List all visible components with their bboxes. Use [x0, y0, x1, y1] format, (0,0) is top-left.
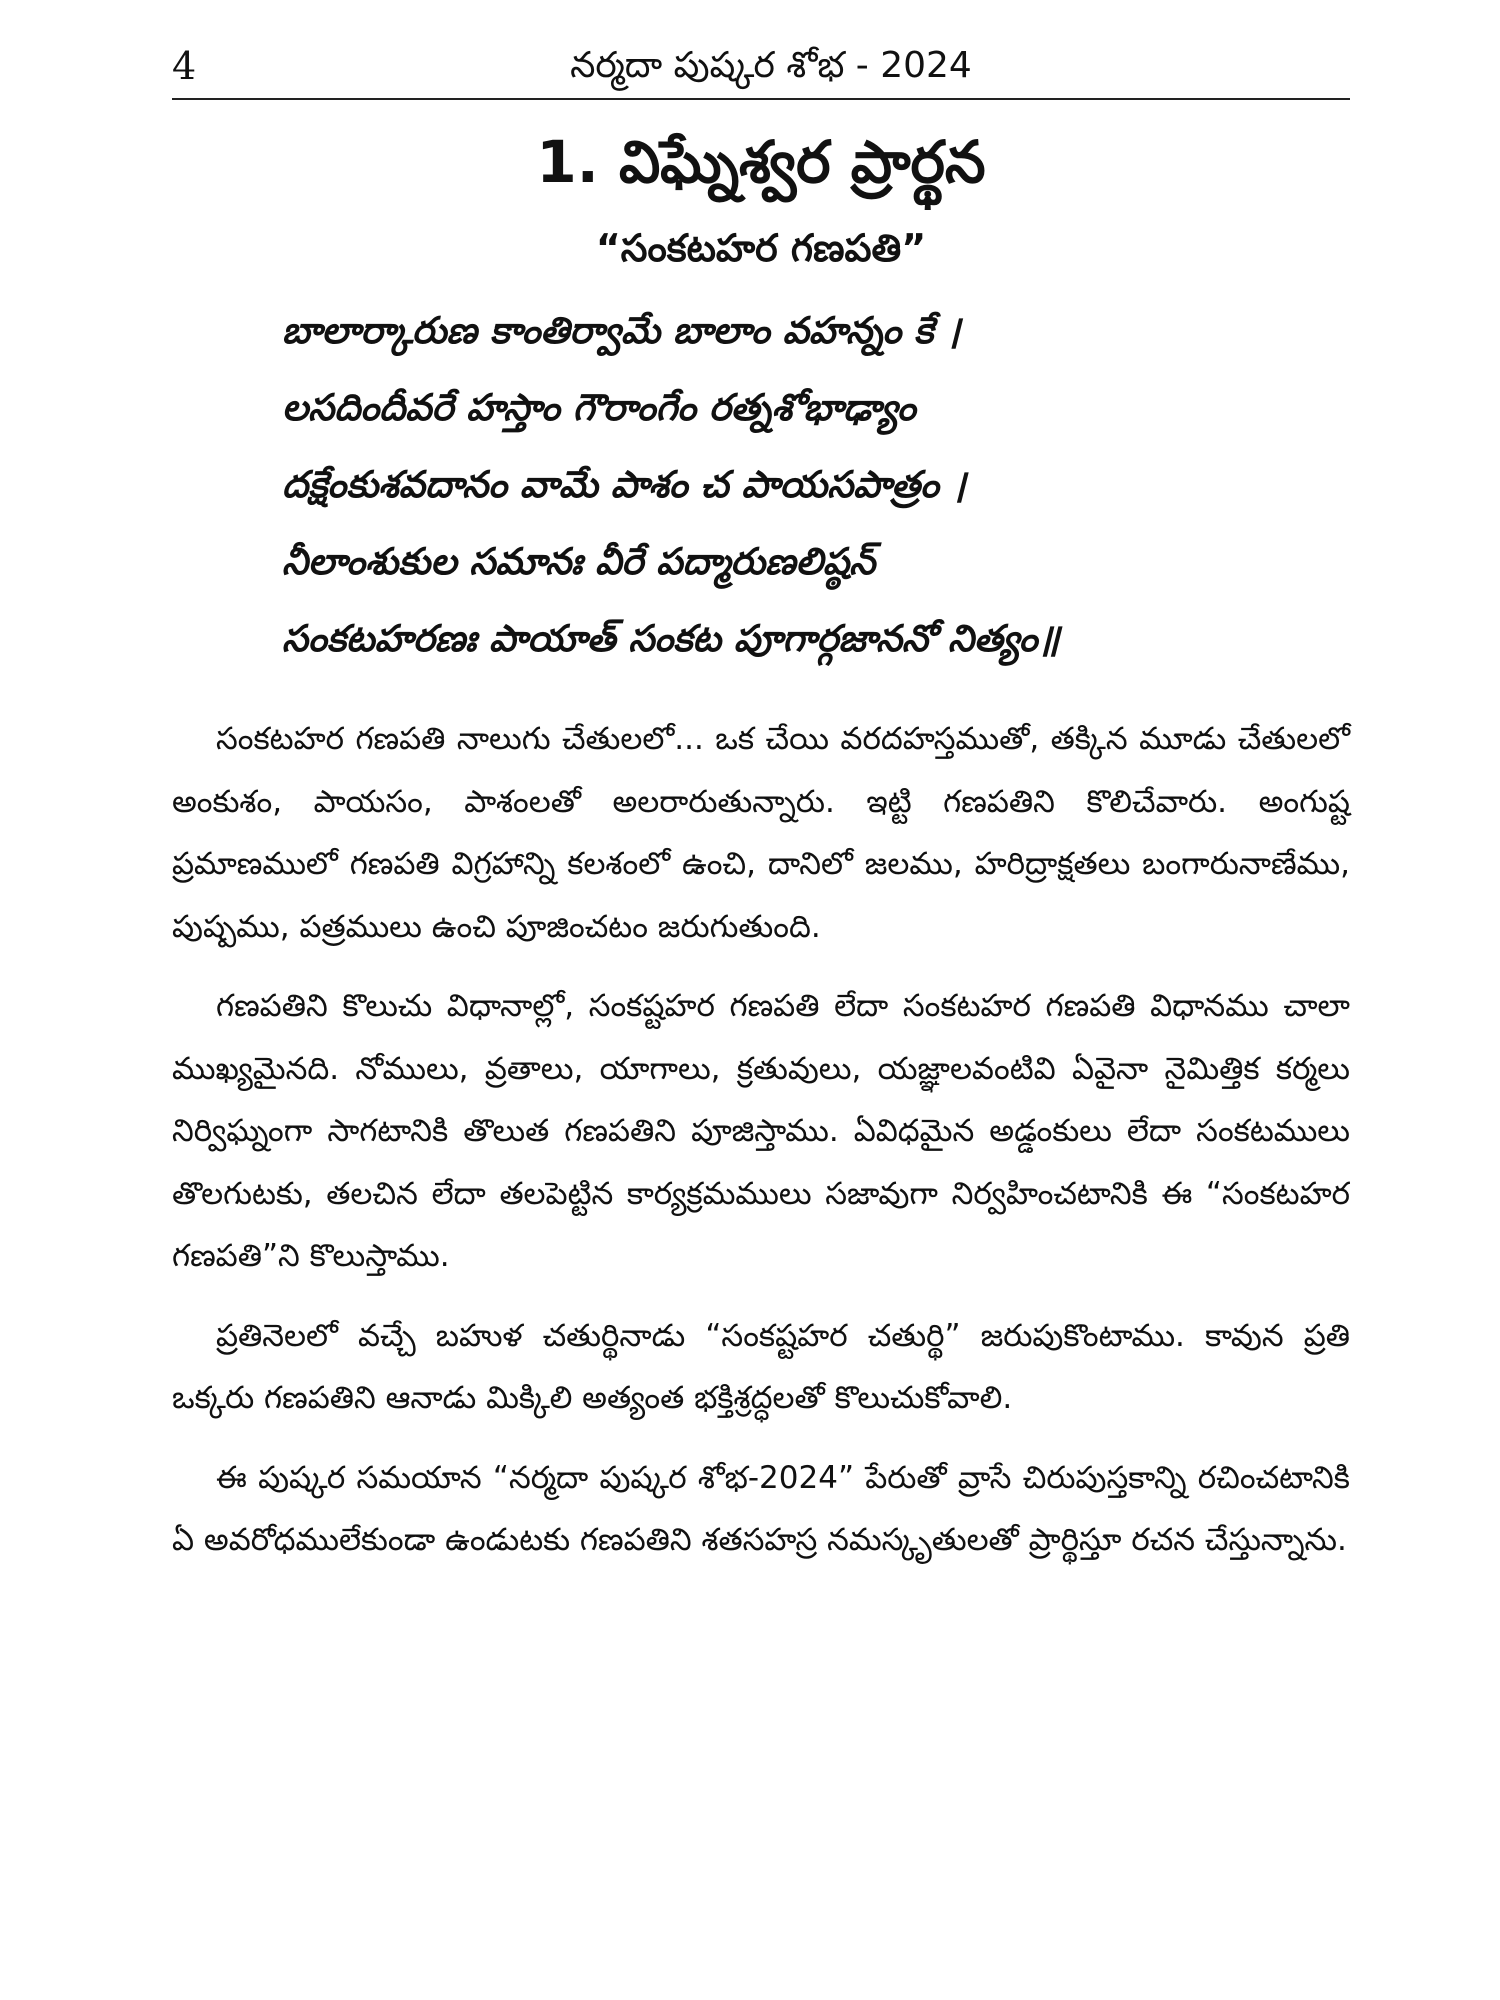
running-title: నర్మదా పుష్కర శోభ - 2024: [570, 45, 972, 86]
body-text: [172, 708, 1350, 1589]
paragraph: సంకటహర గణపతి నాలుగు చేతులలో... ఒక చేయి వరదహస్తముతో, తక్కిన మూడు చేతులలో అంకుశం, పాయసం, పాశంలతో అలరారుతున్నారు. ఇట్టి గణపతిని కొలిచేవారు. అంగుష్ట ప్రమాణములో గణపతి విగ్రహాన్ని కలశంలో ఉంచి, దానిలో జలము, హరిద్రాక్షతలు బంగారునాణేము, పుష్పము, పత్రములు ఉంచి పూజించటం జరుగుతుంది.: [172, 721, 1350, 945]
paragraph: గణపతిని కొలుచు విధానాల్లో, సంకష్టహర గణపతి లేదా సంకటహర గణపతి విధానము చాలా ముఖ్యమైనది. నోములు, వ్రతాలు, యాగాలు, క్రతువులు, యజ్ఞాలవంటివి ఏవైనా నైమిత్తిక కర్మలు నిర్విఘ్నంగా సాగటానికి తొలుత గణపతిని పూజిస్తాము. ఏవిధమైన అడ్డంకులు లేదా సంకటములు తొలగుటకు, తలచిన లేదా తలపెట్టిన కార్యక్రమములు సజావుగా నిర్వహించటానికి ఈ “సంకటహర గణపతి”ని కొలుస్తాము.: [172, 988, 1350, 1274]
paragraph: ఈ పుష్కర సమయాన “నర్మదా పుష్కర శోభ-2024” పేరుతో వ్రాసే చిరుపుస్తకాన్ని రచించటానికి ఏ అవరోధములేకుండా ఉండుటకు గణపతిని శతసహస్ర నమస్కృతులతో ప్రార్థిస్తూ రచన చేస్తున్నాను.: [172, 1459, 1350, 1558]
verse-line: బాలార్కారుణ కాంతిర్వామే బాలాం వహన్నం కే ।: [282, 309, 961, 352]
chapter-subtitle: “సంకటహర గణపతి”: [595, 226, 927, 270]
verse-line: దక్షేంకుశవదానం వామే పాశం చ పాయసపాత్రం ।: [282, 463, 966, 506]
verse-block: [282, 292, 1350, 677]
page-number: 4: [172, 44, 197, 88]
verse-line: నీలాంశుకుల సమానః వీరే పద్మారుణలిష్ఠన్: [282, 540, 876, 583]
chapter-title: 1. విఘ్నేశ్వర ప్రార్థన: [536, 128, 986, 196]
header-rule: [172, 98, 1350, 100]
page-header: [172, 38, 1350, 94]
verse-line: లసదిందీవరే హస్తాం గౌరాంగేం రత్నశోభాఢ్యాం: [282, 386, 916, 429]
paragraph: ప్రతినెలలో వచ్చే బహుళ చతుర్థినాడు “సంకష్టహర చతుర్థి” జరుపుకొంటాము. కావున ప్రతి ఒక్కరు గణపతిని ఆనాడు మిక్కిలి అత్యంత భక్తిశ్రద్ధలతో కొలుచుకోవాలి.: [172, 1317, 1350, 1416]
verse-line: సంకటహరణః పాయాత్ సంకట పూగార్గజాననో నిత్యం॥: [282, 617, 1060, 660]
